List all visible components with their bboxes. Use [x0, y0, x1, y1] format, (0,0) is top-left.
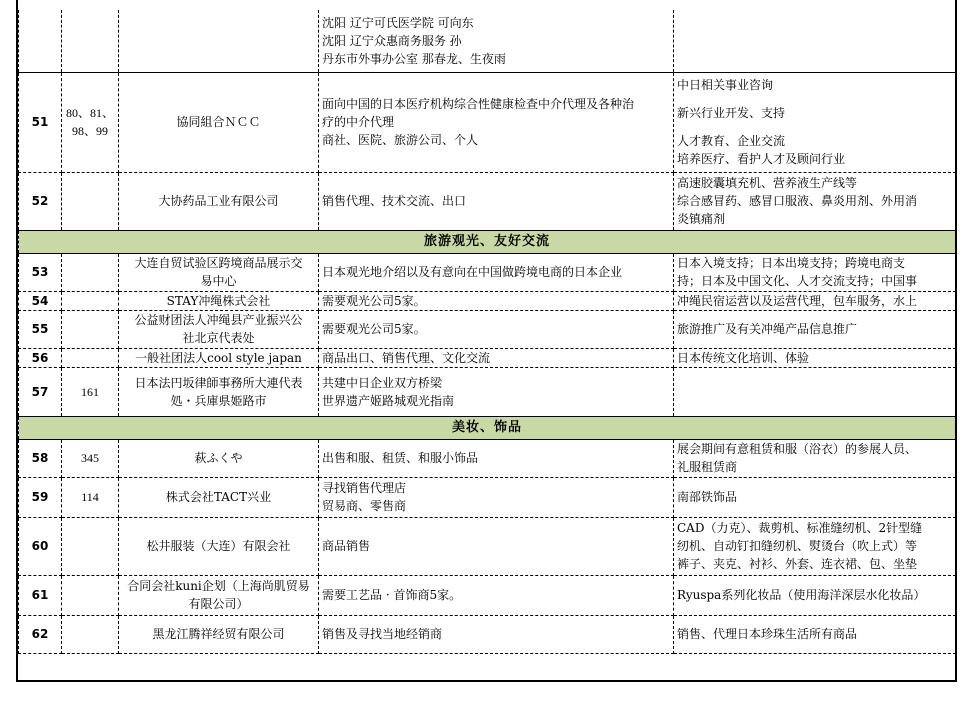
- company-name: 公益财团法人冲绳县产业振兴公 社北京代表处: [119, 310, 319, 348]
- offer-cell: 旅游推广及有关冲绳产品信息推广: [674, 310, 956, 348]
- table-row: [19, 575, 956, 615]
- needs-cell: 需要观光公司5家。: [319, 310, 674, 348]
- company-name: 萩ふくや: [119, 439, 319, 477]
- row-number: 54: [19, 291, 62, 310]
- company-name: 松井服装（大连）有限会社: [119, 517, 319, 575]
- table-row: [19, 439, 956, 477]
- table-row: [19, 615, 956, 653]
- booth-number: [62, 517, 119, 575]
- needs-cell: 商品出口、销售代理、文化交流: [319, 348, 674, 367]
- booth-number: 345: [62, 439, 119, 477]
- table-row: [19, 517, 956, 575]
- offer-cell: 高速胶囊填充机、营养液生产线等 综合感冒药、感冒口服液、鼻炎用剂、外用消 炎镇痛剂: [674, 172, 956, 230]
- offer-cell: Ryuspa系列化妆品（使用海洋深层水化妆品）: [674, 575, 956, 615]
- company-name: 合同会社kuni企划（上海尚肌贸易 有限公司）: [119, 575, 319, 615]
- section-title: 旅游观光、友好交流: [19, 230, 956, 253]
- row-number: 56: [19, 348, 62, 367]
- needs-cell: 销售代理、技术交流、出口: [319, 172, 674, 230]
- table-row: [19, 172, 956, 230]
- section-header-tourism: [19, 230, 956, 253]
- booth-number: [62, 310, 119, 348]
- row-number: 57: [19, 367, 62, 416]
- row-number: 58: [19, 439, 62, 477]
- booth-number: 80、81、 98、99: [62, 72, 119, 172]
- booth-number: [62, 291, 119, 310]
- booth-number: [62, 172, 119, 230]
- row-number: 61: [19, 575, 62, 615]
- needs-cell: 出售和服、租赁、和服小饰品: [319, 439, 674, 477]
- company-name: 大连自贸试验区跨境商品展示交 易中心: [119, 253, 319, 291]
- company-name: 協同組合ＮＣＣ: [119, 72, 319, 172]
- company-name: 黑龙江腾祥经贸有限公司: [119, 615, 319, 653]
- needs-cell: 沈阳 辽宁可氏医学院 可向东 沈阳 辽宁众惠商务服务 孙 丹东市外事办公室 那春龙、生夜雨: [319, 10, 674, 72]
- table-row: [19, 253, 956, 291]
- company-name: 株式会社TACT兴业: [119, 477, 319, 517]
- needs-cell: 商品销售: [319, 517, 674, 575]
- needs-cell: 需要观光公司5家。: [319, 291, 674, 310]
- row-number: 59: [19, 477, 62, 517]
- booth-number: 114: [62, 477, 119, 517]
- company-name: 一般社团法人cool style japan: [119, 348, 319, 367]
- offer-cell: 展会期间有意租赁和服（浴衣）的参展人员、 礼服租赁商: [674, 439, 956, 477]
- booth-number: [62, 348, 119, 367]
- offer-cell: 日本入境支持；日本出境支持；跨境电商支 持；日本及中国文化、人才交流支持；中国事: [674, 253, 956, 291]
- section-header-beauty: [19, 416, 956, 439]
- table-row: [19, 348, 956, 367]
- table-row: [19, 72, 956, 172]
- company-name: STAY冲绳株式会社: [119, 291, 319, 310]
- table-row: [19, 367, 956, 416]
- booth-number: [62, 615, 119, 653]
- table-row: [19, 477, 956, 517]
- offer-cell: [674, 367, 956, 416]
- booth-number: [62, 575, 119, 615]
- table-bottom-border: [16, 680, 957, 682]
- offer-cell: 中日相关事业咨询 新兴行业开发、支持 人才教育、企业交流 培养医疗、看护人才及顾问行业: [674, 72, 956, 172]
- company-name: 日本法円坂律師事務所大連代表 処・兵庫県姫路市: [119, 367, 319, 416]
- row-number: 51: [19, 72, 62, 172]
- needs-cell: 寻找销售代理店 贸易商、零售商: [319, 477, 674, 517]
- row-number: 52: [19, 172, 62, 230]
- table-row: [19, 310, 956, 348]
- needs-cell: 销售及寻找当地经销商: [319, 615, 674, 653]
- row-number: 60: [19, 517, 62, 575]
- needs-cell: 需要工艺品 · 首饰商5家。: [319, 575, 674, 615]
- offer-cell: 冲绳民宿运营以及运营代理，包车服务，水上: [674, 291, 956, 310]
- offer-cell: 日本传统文化培训、体验: [674, 348, 956, 367]
- section-title: 美妆、饰品: [19, 416, 956, 439]
- booth-number: 161: [62, 367, 119, 416]
- offer-cell: 南部铁饰品: [674, 477, 956, 517]
- needs-cell: 共建中日企业双方桥梁 世界遗产姬路城观光指南: [319, 367, 674, 416]
- table-row: [19, 10, 956, 72]
- needs-cell: 面向中国的日本医疗机构综合性健康检查中介代理及各种治 疗的中介代理 商社、医院、旅游公司、个人: [319, 72, 674, 172]
- row-number: 53: [19, 253, 62, 291]
- offer-cell: 销售、代理日本珍珠生活所有商品: [674, 615, 956, 653]
- row-number: 55: [19, 310, 62, 348]
- exhibitor-table: [18, 10, 956, 654]
- company-name: 大协药品工业有限公司: [119, 172, 319, 230]
- booth-number: [62, 253, 119, 291]
- offer-cell: CAD（力克）、裁剪机、标准缝纫机、2针型缝 纫机、自动钉扣缝纫机、熨烫台（吹上式）等 裤子、夹克、衬衫、外套、连衣裙、包、坐垫: [674, 517, 956, 575]
- table-row: [19, 291, 956, 310]
- row-number: 62: [19, 615, 62, 653]
- needs-cell: 日本观光地介绍以及有意向在中国做跨境电商的日本企业: [319, 253, 674, 291]
